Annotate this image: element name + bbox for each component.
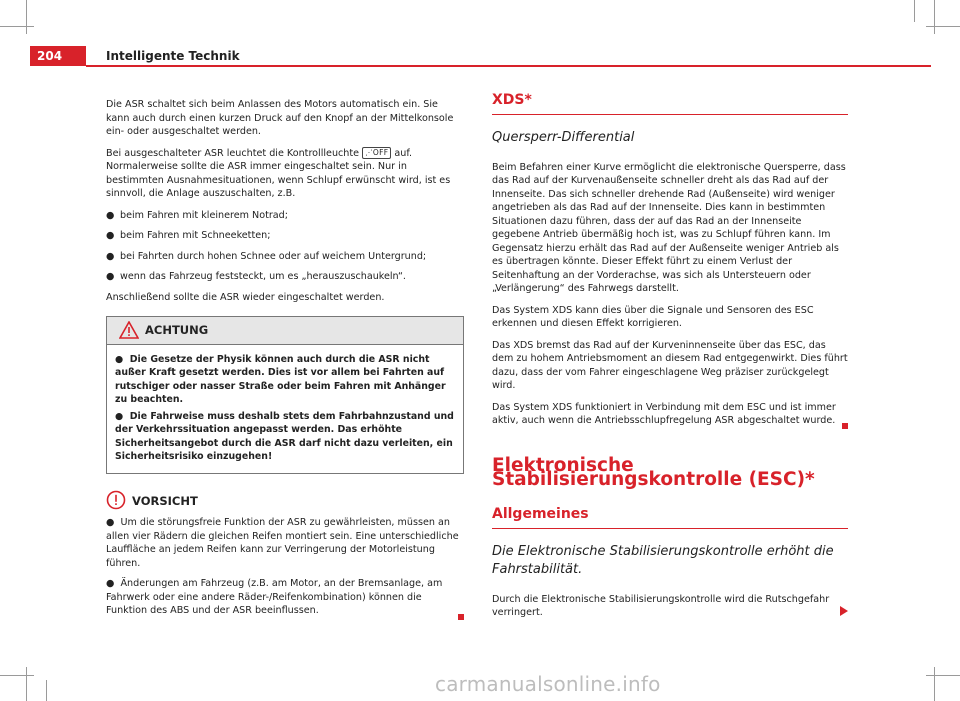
list-item: [106, 229, 464, 243]
caution-exclamation-icon: [106, 490, 126, 510]
bullet-icon: ●: [115, 411, 130, 423]
paragraph: Anschließend sollte die ASR wieder eingeschaltet werden.: [106, 291, 385, 303]
warning-box: [106, 316, 464, 474]
list-item-text: beim Fahren mit kleinerem Notrad;: [120, 209, 288, 221]
warning-item-text: Die Gesetze der Physik können auch durch die ASR nicht außer Kraft gesetzt werden. Dies ist vor allem bei Fahrten auf rutschiger oder nasser Straße oder beim Fahren mit Anhänger zu beachten.: [115, 354, 446, 405]
paragraph: Das System XDS funktioniert in Verbindung mit dem ESC und ist immer aktiv, auch wenn die Antriebsschlupfregelung ASR abgeschaltet wurde.: [492, 401, 836, 426]
warning-item: [115, 410, 455, 463]
crop-mark: [926, 675, 960, 676]
right-column: [492, 92, 848, 620]
paragraph: Das XDS bremst das Rad auf der Kurveninnenseite über das ESC, das dem zu hohem Antriebsmoment an diesem Rad entgegenwirkt. Dies führt dazu, dass der vom Fahrer eingeschlagene Weg präziser zurückgelegt wird.: [492, 339, 848, 391]
warning-triangle-icon: [119, 321, 139, 339]
caution-item-text: Um die störungsfreie Funktion der ASR zu gewährleisten, müssen an allen vier Rädern die gleichen Reifen montiert sein. Eine unterschiedliche Lauffläche an jedem Reifen kann zur Verringerung der Motorleistung führen.: [106, 517, 459, 569]
paragraph-text: Bei ausgeschalteter ASR leuchtet die Kontrollleuchte: [106, 147, 363, 159]
page-number: 204: [30, 46, 86, 66]
crop-mark: [934, 667, 935, 701]
bullet-icon: ●: [106, 578, 121, 590]
left-column: [106, 98, 464, 624]
crop-mark: [914, 0, 915, 22]
warning-header: [107, 317, 463, 345]
warning-item: [115, 353, 455, 406]
crop-mark: [26, 0, 27, 34]
warning-title: ACHTUNG: [145, 323, 209, 337]
caution-title: VORSICHT: [132, 494, 198, 509]
esc-subheading: Allgemeines: [492, 508, 848, 529]
section-end-icon: [842, 423, 848, 429]
crop-mark: [0, 675, 34, 676]
crop-mark: [926, 26, 960, 27]
paragraph: Die ASR schaltet sich beim Anlassen des Motors automatisch ein. Sie kann auch durch einen kurzen Druck auf den Knopf an der Mittelkonsole ein- oder ausgeschaltet werden.: [106, 99, 454, 137]
bullet-icon: ●: [106, 271, 115, 282]
continued: [492, 606, 848, 621]
bullet-icon: ●: [106, 250, 115, 262]
paragraph: [106, 147, 464, 201]
paragraph: Beim Befahren einer Kurve ermöglicht die elektronische Quersperre, dass das Rad auf der Kurvenaußenseite schneller dreht als das Rad auf der Innenseite. Das sich schneller drehende Rad (Außenseite) wird weniger angetrieben als das Rad auf der Innenseite. Dies kann in bestimmten Situationen dazu führen, dass der auf das Rad an der Innenseite gegebene Antrieb übermäßig hoch ist, was zu Schlupf führen kann. Im Gegensatz hierzu erhält das Rad auf der Außenseite weniger Antrieb als es übertragen könnte. Dieser Effekt führt zu einem Verlust der Seitenhaftung an der Vorderachse, was sich als Untersteuern oder „Verlängerung“ des Fahrwegs darstellt.: [492, 161, 846, 294]
asr-off-warning-light-icon: ⋰OFF: [362, 147, 391, 159]
list-item: [106, 209, 464, 223]
page-header-title: Intelligente Technik: [106, 49, 240, 63]
bullet-icon: ●: [106, 230, 115, 241]
crop-mark: [0, 26, 34, 27]
caution-item: [106, 516, 464, 570]
crop-mark: [934, 0, 935, 34]
caution-item-text: Änderungen am Fahrzeug (z.B. am Motor, an der Bremsanlage, am Fahrwerk oder eine andere Räder-/Reifenkombination) können die Funktion des ABS und der ASR beeinflussen.: [106, 578, 443, 617]
bullet-icon: ●: [106, 517, 121, 529]
list-item-text: wenn das Fahrzeug feststeckt, um es „herauszuschaukeln“.: [120, 271, 406, 282]
header-rule: [86, 65, 931, 67]
list-item-text: beim Fahren mit Schneeketten;: [120, 230, 271, 241]
caution-item: [106, 577, 464, 618]
list-item: [106, 250, 464, 264]
asr-off-icon-label: OFF: [372, 147, 389, 157]
paragraph: Durch die Elektronische Stabilisierungskontrolle wird die Rutschgefahr verringert.: [492, 593, 830, 618]
watermark: carmanualsonline.info: [435, 672, 661, 696]
list-item-text: bei Fahrten durch hohen Schnee oder auf weichem Untergrund;: [120, 250, 427, 262]
paragraph-text: auf. Normalerweise sollte die ASR immer eingeschaltet sein. Nur in bestimmten Ausnahmesituationen, wenn Schlupf erwünscht wird, ist es sinnvoll, die Anlage auszuschalten, z.B.: [106, 147, 451, 199]
continue-arrow-icon: [840, 606, 848, 616]
caution-header: [106, 490, 464, 512]
list-item: [106, 270, 464, 284]
paragraph: Das System XDS kann dies über die Signale und Sensoren des ESC erkennen und diesen Effekt korrigieren.: [492, 304, 814, 329]
bullet-icon: ●: [115, 354, 130, 365]
crop-mark: [46, 680, 47, 701]
warning-body: [107, 345, 463, 473]
bullet-icon: ●: [106, 209, 115, 221]
xds-heading: XDS*: [492, 94, 848, 115]
esc-intro: Die Elektronische Stabilisierungskontrolle erhöht die Fahrstabilität.: [492, 543, 834, 577]
esc-heading: Elektronische Stabilisierungskontrolle (ESC)*: [492, 455, 815, 490]
warning-item-text: Die Fahrweise muss deshalb stets dem Fahrbahnzustand und der Verkehrssituation angepasst werden. Das erhöhte Sicherheitsangebot durch die ASR darf nicht dazu verleiten, ein Sicherheitsrisiko einzugehen!: [115, 411, 454, 463]
xds-subtitle: Quersperr-Differential: [492, 129, 635, 145]
crop-mark: [26, 667, 27, 701]
